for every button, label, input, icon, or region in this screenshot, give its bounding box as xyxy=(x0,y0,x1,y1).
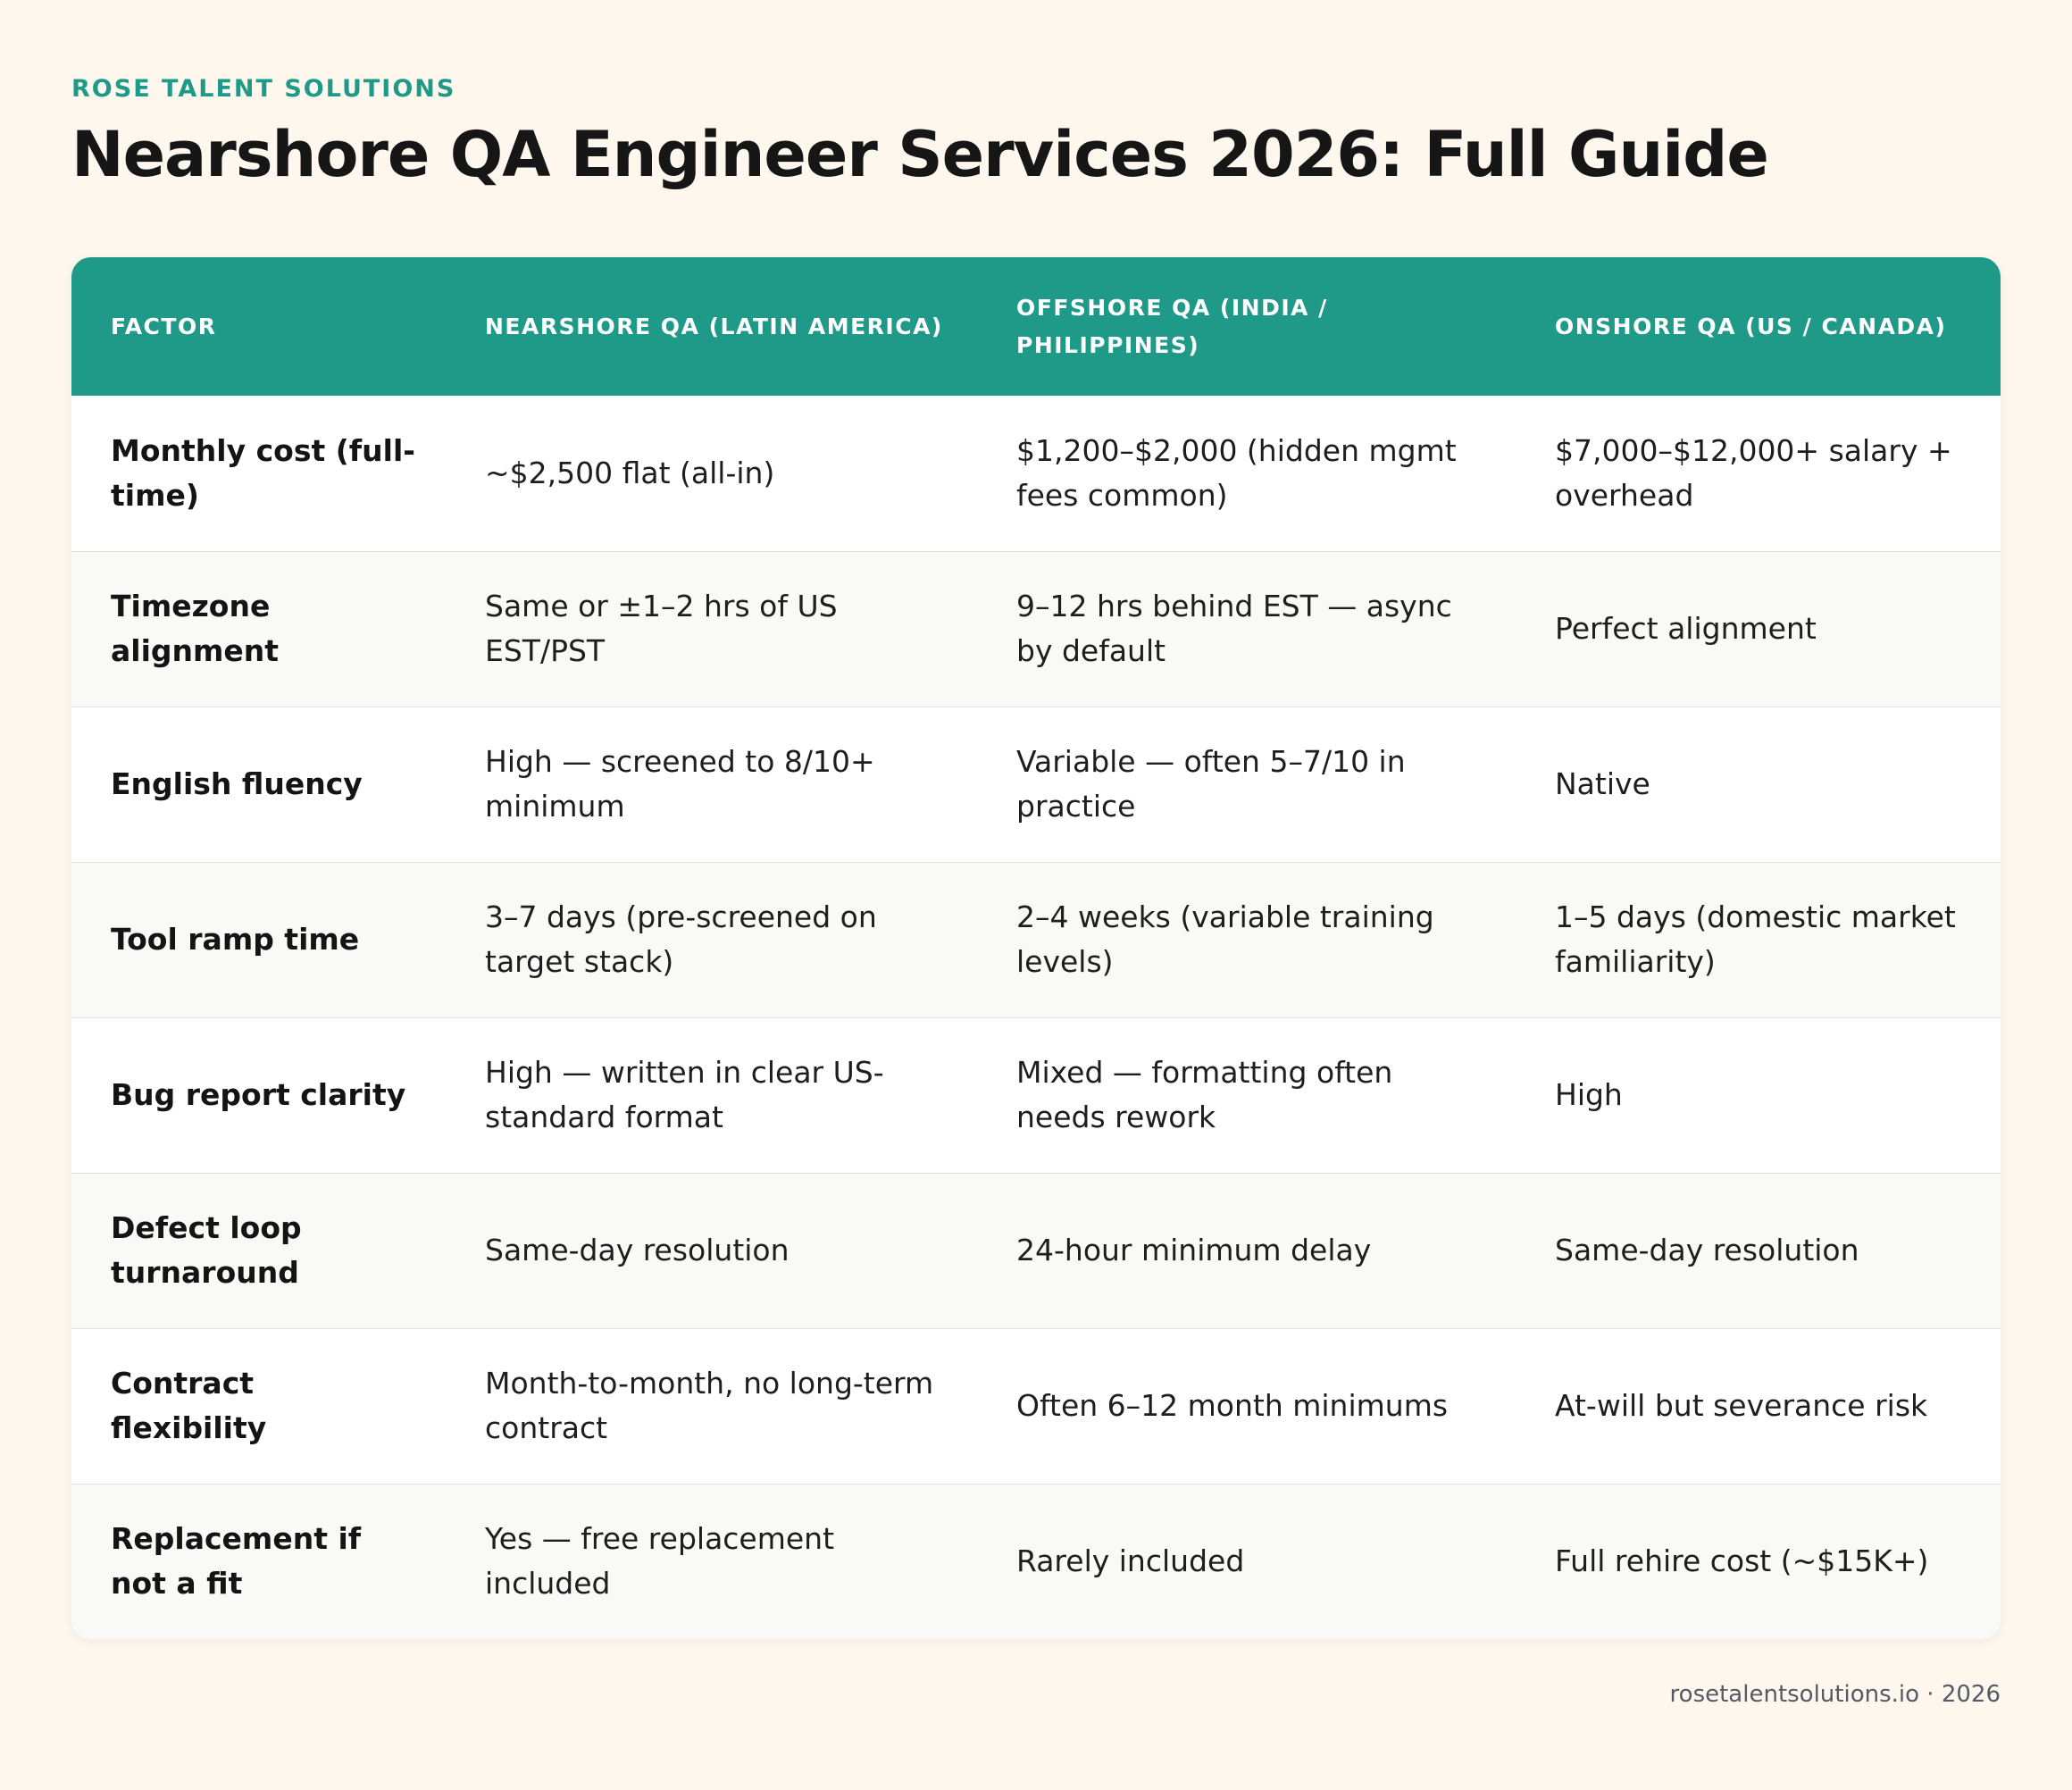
onshore-cell: $7,000–$12,000+ salary + overhead xyxy=(1555,432,1952,513)
row-factor-cell: Bug report clarity xyxy=(111,1077,406,1112)
row-factor-cell: Replacement if not a fit xyxy=(111,1521,362,1602)
table-row xyxy=(71,1017,2001,1173)
comparison-table xyxy=(71,257,2001,1639)
onshore-cell: High xyxy=(1555,1077,1623,1112)
nearshore-cell: Same or ±1–2 hrs of US EST/PST xyxy=(485,589,838,668)
column-header-factor: FACTOR xyxy=(111,313,217,339)
table-row xyxy=(71,1328,2001,1484)
nearshore-cell: Same-day resolution xyxy=(485,1233,790,1267)
offshore-cell: Variable — often 5–7/10 in practice xyxy=(1016,744,1406,824)
row-factor-cell: Timezone alignment xyxy=(111,589,280,668)
row-factor-cell: Contract flexibility xyxy=(111,1366,267,1445)
table-row xyxy=(71,396,2001,551)
table-header xyxy=(71,257,2001,396)
onshore-cell: Perfect alignment xyxy=(1555,611,1817,646)
onshore-cell: 1–5 days (domestic market familiarity) xyxy=(1555,899,1956,979)
row-factor-cell: English fluency xyxy=(111,766,363,801)
row-factor-cell: Defect loop turnaround xyxy=(111,1210,302,1290)
offshore-cell: Rarely included xyxy=(1016,1543,1245,1579)
onshore-cell: Same-day resolution xyxy=(1555,1233,1859,1267)
nearshore-cell: ~$2,500 flat (all-in) xyxy=(485,455,775,490)
column-header-onshore: ONSHORE QA (US / CANADA) xyxy=(1555,313,1947,339)
brand-label: ROSE TALENT SOLUTIONS xyxy=(71,75,456,103)
offshore-cell: Mixed — formatting often needs rework xyxy=(1016,1055,1393,1134)
onshore-cell: Full rehire cost (~$15K+) xyxy=(1555,1543,1929,1579)
nearshore-cell: Yes — free replacement included xyxy=(485,1521,835,1602)
nearshore-cell: Month-to-month, no long-term contract xyxy=(485,1366,934,1445)
page-title: Nearshore QA Engineer Services 2026: Full Guide xyxy=(71,118,1768,191)
row-factor-cell: Tool ramp time xyxy=(111,922,360,957)
onshore-cell: At-will but severance risk xyxy=(1555,1388,1928,1423)
onshore-cell: Native xyxy=(1555,766,1650,801)
column-header-offshore: OFFSHORE QA (INDIA / PHILIPPINES) xyxy=(1016,294,1328,358)
table-body xyxy=(71,396,2001,1639)
row-factor-cell: Monthly cost (full-time) xyxy=(111,432,415,513)
offshore-cell: 2–4 weeks (variable training levels) xyxy=(1016,899,1434,979)
nearshore-cell: 3–7 days (pre-screened on target stack) xyxy=(485,899,877,979)
table-row xyxy=(71,707,2001,862)
nearshore-cell: High — written in clear US-standard format xyxy=(485,1055,884,1134)
table-header-row xyxy=(71,257,2001,396)
table-row xyxy=(71,1173,2001,1328)
table-row xyxy=(71,551,2001,707)
footer-credit: rosetalentsolutions.io · 2026 xyxy=(1669,1681,2001,1708)
offshore-cell: Often 6–12 month minimums xyxy=(1016,1388,1449,1423)
column-header-nearshore: NEARSHORE QA (LATIN AMERICA) xyxy=(485,313,943,339)
table-row xyxy=(71,862,2001,1017)
offshore-cell: $1,200–$2,000 (hidden mgmt fees common) xyxy=(1016,432,1457,513)
offshore-cell: 24-hour minimum delay xyxy=(1016,1233,1372,1267)
table-row xyxy=(71,1484,2001,1639)
nearshore-cell: High — screened to 8/10+ minimum xyxy=(485,744,875,824)
offshore-cell: 9–12 hrs behind EST — async by default xyxy=(1016,589,1452,668)
comparison-table-card xyxy=(71,257,2001,1639)
